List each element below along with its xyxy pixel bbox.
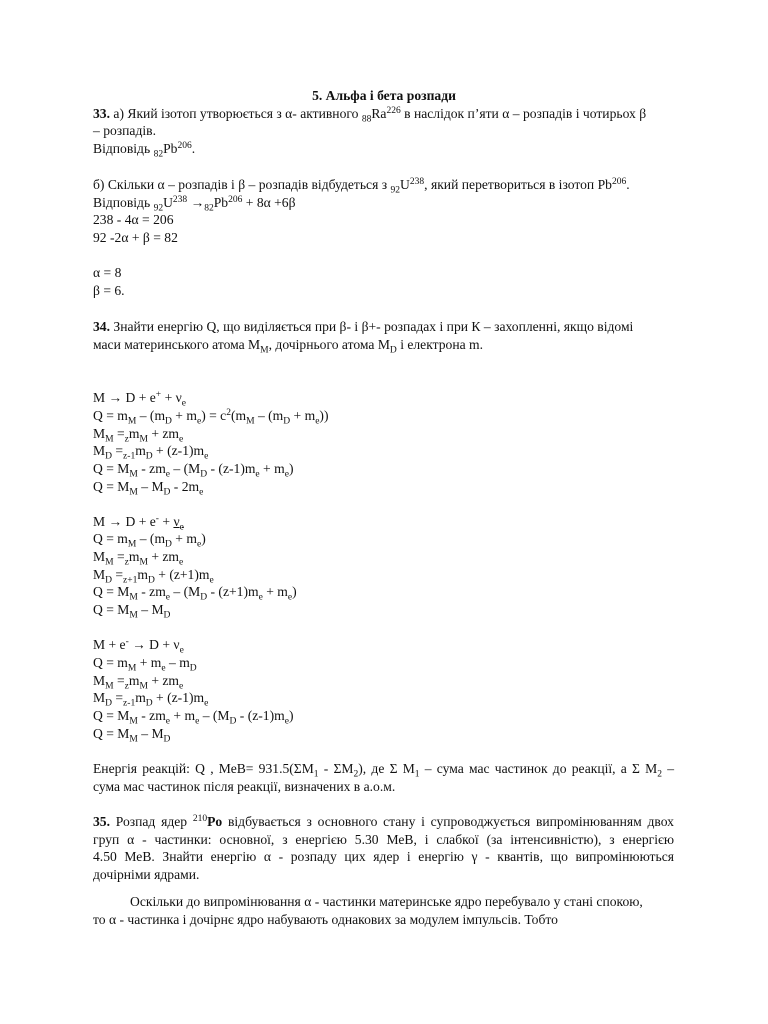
formula: $M + e^- \to D + \nu_e$	[93, 636, 184, 656]
equation: 238 - 4α = 206	[93, 212, 174, 227]
problem-35-line-4: дочірніми ядрами.	[93, 867, 200, 882]
formula: $M_D =_{z+1}m_D + (z+1)m_e$	[93, 567, 214, 586]
problem-33b-reaction: Відповідь $_{92}U^{238} \to_{82}Pb^{206} + 8\alpha +6\beta$	[93, 194, 296, 214]
problem-35-line-1: 35. Розпад ядер $^{210}$Po відбувається з основного стану і супроводжується випромінюванням двох	[93, 813, 674, 829]
problem-35-line-2: груп α - частинки: основної, з енергією 5.30 МеВ, і слабкої (за інтенсивністю), з енергією	[93, 832, 674, 847]
problem-35-line-3: 4.50 МеВ. Знайти енергію α - розпаду цих ядер і енергію γ - квантів, що випромінюються	[93, 849, 674, 864]
problem-33-answer: Відповідь $_{82}Pb^{206}$.	[93, 140, 196, 160]
formula: $Q = M_M - zm_e - (M_D - (z-1)m_e + m_e)$	[93, 461, 294, 480]
problem-34-line-1: 34. Знайти енергію Q, що виділяється при β- і β+- розпадах і при К – захопленні, якщо відомі	[93, 319, 634, 334]
problem-33-line-2: – розпадів.	[93, 123, 156, 138]
problem-number: 33.	[93, 106, 110, 121]
formula: $M_M =_zm_M + zm_e$	[93, 673, 184, 692]
result: α = 8	[93, 265, 122, 280]
section-title: 5. Альфа і бета розпади	[312, 88, 456, 103]
equation: 92 -2α + β = 82	[93, 230, 178, 245]
formula: $Q = m_M - (m_D + m_e) = c^2(m_M - (m_D + m_e))$	[93, 407, 329, 427]
solution-line-1: Оскільки до випромінювання α - частинки материнське ядро перебувало у стані спокою,	[130, 894, 643, 909]
formula: $M_D =_{z-1}m_D + (z-1)m_e$	[93, 443, 209, 462]
formula: $Q = M_M - zm_e + m_e - (M_D - (z-1)m_e)$	[93, 708, 294, 727]
solution-line-2: то α - частинка і дочірнє ядро набувають однакових за модулем імпульсів. Тобто	[93, 912, 558, 927]
formula: $Q = M_M - zm_e - (M_D - (z+1)m_e + m_e)$	[93, 584, 297, 603]
formula: $M \to D + e^+ + \nu_e$	[93, 389, 187, 409]
formula: $M \to D + e^- + \nu_e$	[93, 513, 184, 533]
result: β = 6.	[93, 283, 125, 298]
problem-33b-line-1: б) Скільки α – розпадів і β – розпадів відбудеться з $_{92}U^{238}$, який перетвориться в ізотоп Pb$^{206}$.	[93, 176, 630, 196]
formula: $Q = M_M - M_D$	[93, 726, 171, 745]
problem-33-line-1: 33. а) Який ізотоп утворюється з α- активного $_{88}Ra^{226}$ в наслідок п’яти α – розпадів і чотирьох β	[93, 105, 647, 125]
problem-number: 35.	[93, 814, 110, 829]
formula: $M_M =_zm_M + zm_e$	[93, 549, 184, 568]
problem-34-line-2: маси материнського атома $M_M$, дочірнього атома $M_D$ і електрона m.	[93, 337, 484, 356]
formula: $Q = m_M - (m_D + m_e)$	[93, 531, 206, 550]
formula: $Q = m_M + m_e - m_D$	[93, 655, 197, 674]
energy-note-line-1: Енергія реакцій: Q , $МеВ= 931.5(\Sigma М_1 - \Sigma М_2)$, де Σ $М_1$ – сума мас частинок до реакції, а Σ $М_2$ –	[93, 761, 674, 780]
energy-note-line-2: сума мас частинок після реакції, визначених в а.о.м.	[93, 779, 396, 794]
problem-number: 34.	[93, 319, 110, 334]
formula: $M_M =_zm_M + zm_e$	[93, 426, 184, 445]
formula: $Q = M_M - M_D$	[93, 602, 171, 621]
formula: $Q = M_M - M_D - 2m_e$	[93, 479, 204, 498]
formula: $M_D =_{z-1}m_D + (z-1)m_e$	[93, 690, 209, 709]
